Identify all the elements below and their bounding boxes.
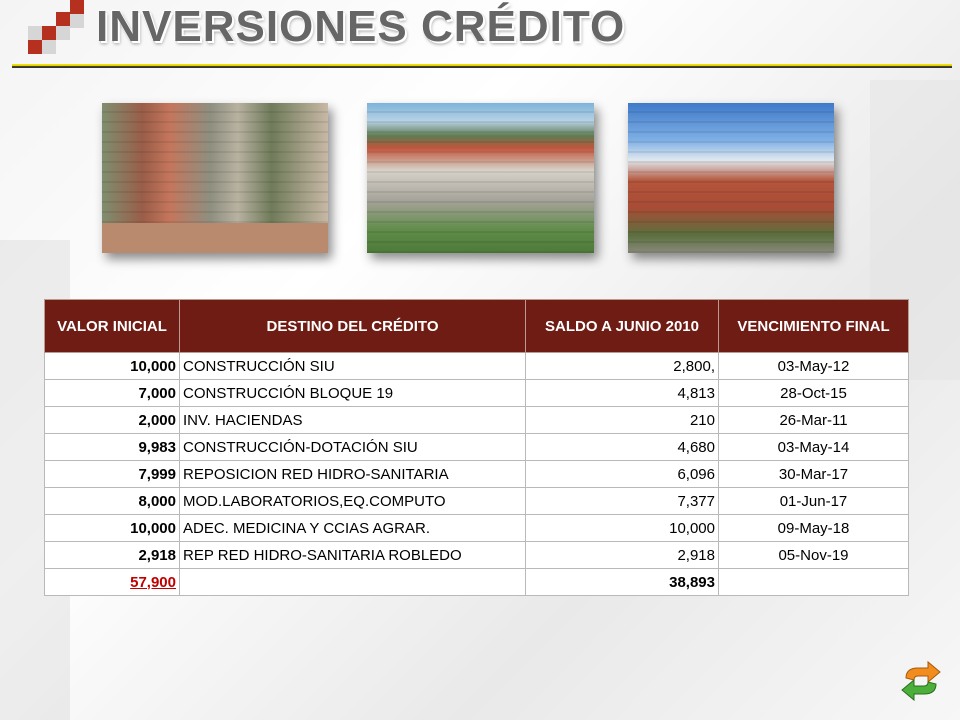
credit-investments-table: [44, 299, 909, 596]
cell-valor: 10,000: [45, 353, 180, 380]
header-vencimiento: VENCIMIENTO FINAL: [719, 300, 909, 353]
building-photo-1: [102, 103, 328, 253]
cell-destino: REP RED HIDRO-SANITARIA ROBLEDO: [180, 542, 526, 569]
cell-destino: ADEC. MEDICINA Y CCIAS AGRAR.: [180, 515, 526, 542]
cell-saldo: 2,918: [526, 542, 719, 569]
cell-vencimiento: 03-May-12: [719, 353, 909, 380]
cell-valor: 8,000: [45, 488, 180, 515]
table-row: [45, 353, 909, 380]
cell-saldo: 4,680: [526, 434, 719, 461]
cell-destino: INV. HACIENDAS: [180, 407, 526, 434]
cell-destino: CONSTRUCCIÓN-DOTACIÓN SIU: [180, 434, 526, 461]
cell-destino: CONSTRUCCIÓN BLOQUE 19: [180, 380, 526, 407]
cell-valor: 10,000: [45, 515, 180, 542]
table-row: [45, 461, 909, 488]
cell-vencimiento: 05-Nov-19: [719, 542, 909, 569]
table-row: [45, 380, 909, 407]
cell-vencimiento: 30-Mar-17: [719, 461, 909, 488]
header-valor-inicial: VALOR INICIAL: [45, 300, 180, 353]
building-photo-2: [367, 103, 594, 253]
header-destino: DESTINO DEL CRÉDITO: [180, 300, 526, 353]
university-logo: [18, 0, 88, 56]
header-saldo: SALDO A JUNIO 2010: [526, 300, 719, 353]
cell-saldo: 4,813: [526, 380, 719, 407]
table-row: [45, 515, 909, 542]
cycle-arrows-icon[interactable]: [900, 660, 942, 702]
cell-valor: 7,999: [45, 461, 180, 488]
table-row: [45, 434, 909, 461]
cell-vencimiento: 28-Oct-15: [719, 380, 909, 407]
cell-saldo: 6,096: [526, 461, 719, 488]
cell-saldo: 210: [526, 407, 719, 434]
cell-empty: [180, 569, 526, 596]
cell-saldo: 2,800,: [526, 353, 719, 380]
table-header-row: [45, 300, 909, 353]
building-photo-3: [628, 103, 834, 253]
cell-vencimiento: 03-May-14: [719, 434, 909, 461]
cell-valor: 7,000: [45, 380, 180, 407]
table-row: [45, 542, 909, 569]
cell-empty: [719, 569, 909, 596]
cell-valor: 2,000: [45, 407, 180, 434]
cell-vencimiento: 09-May-18: [719, 515, 909, 542]
cell-saldo: 10,000: [526, 515, 719, 542]
cell-valor: 9,983: [45, 434, 180, 461]
page-title: INVERSIONES CRÉDITO: [96, 2, 626, 51]
cell-vencimiento: 01-Jun-17: [719, 488, 909, 515]
table-total-row: [45, 569, 909, 596]
total-saldo: 38,893: [526, 569, 719, 596]
cell-saldo: 7,377: [526, 488, 719, 515]
table-row: [45, 407, 909, 434]
cell-destino: REPOSICION RED HIDRO-SANITARIA: [180, 461, 526, 488]
table-row: [45, 488, 909, 515]
title-underline: [12, 64, 952, 68]
cell-destino: CONSTRUCCIÓN SIU: [180, 353, 526, 380]
cell-vencimiento: 26-Mar-11: [719, 407, 909, 434]
cell-destino: MOD.LABORATORIOS,EQ.COMPUTO: [180, 488, 526, 515]
cell-valor: 2,918: [45, 542, 180, 569]
total-valor-link[interactable]: 57,900: [45, 569, 180, 596]
